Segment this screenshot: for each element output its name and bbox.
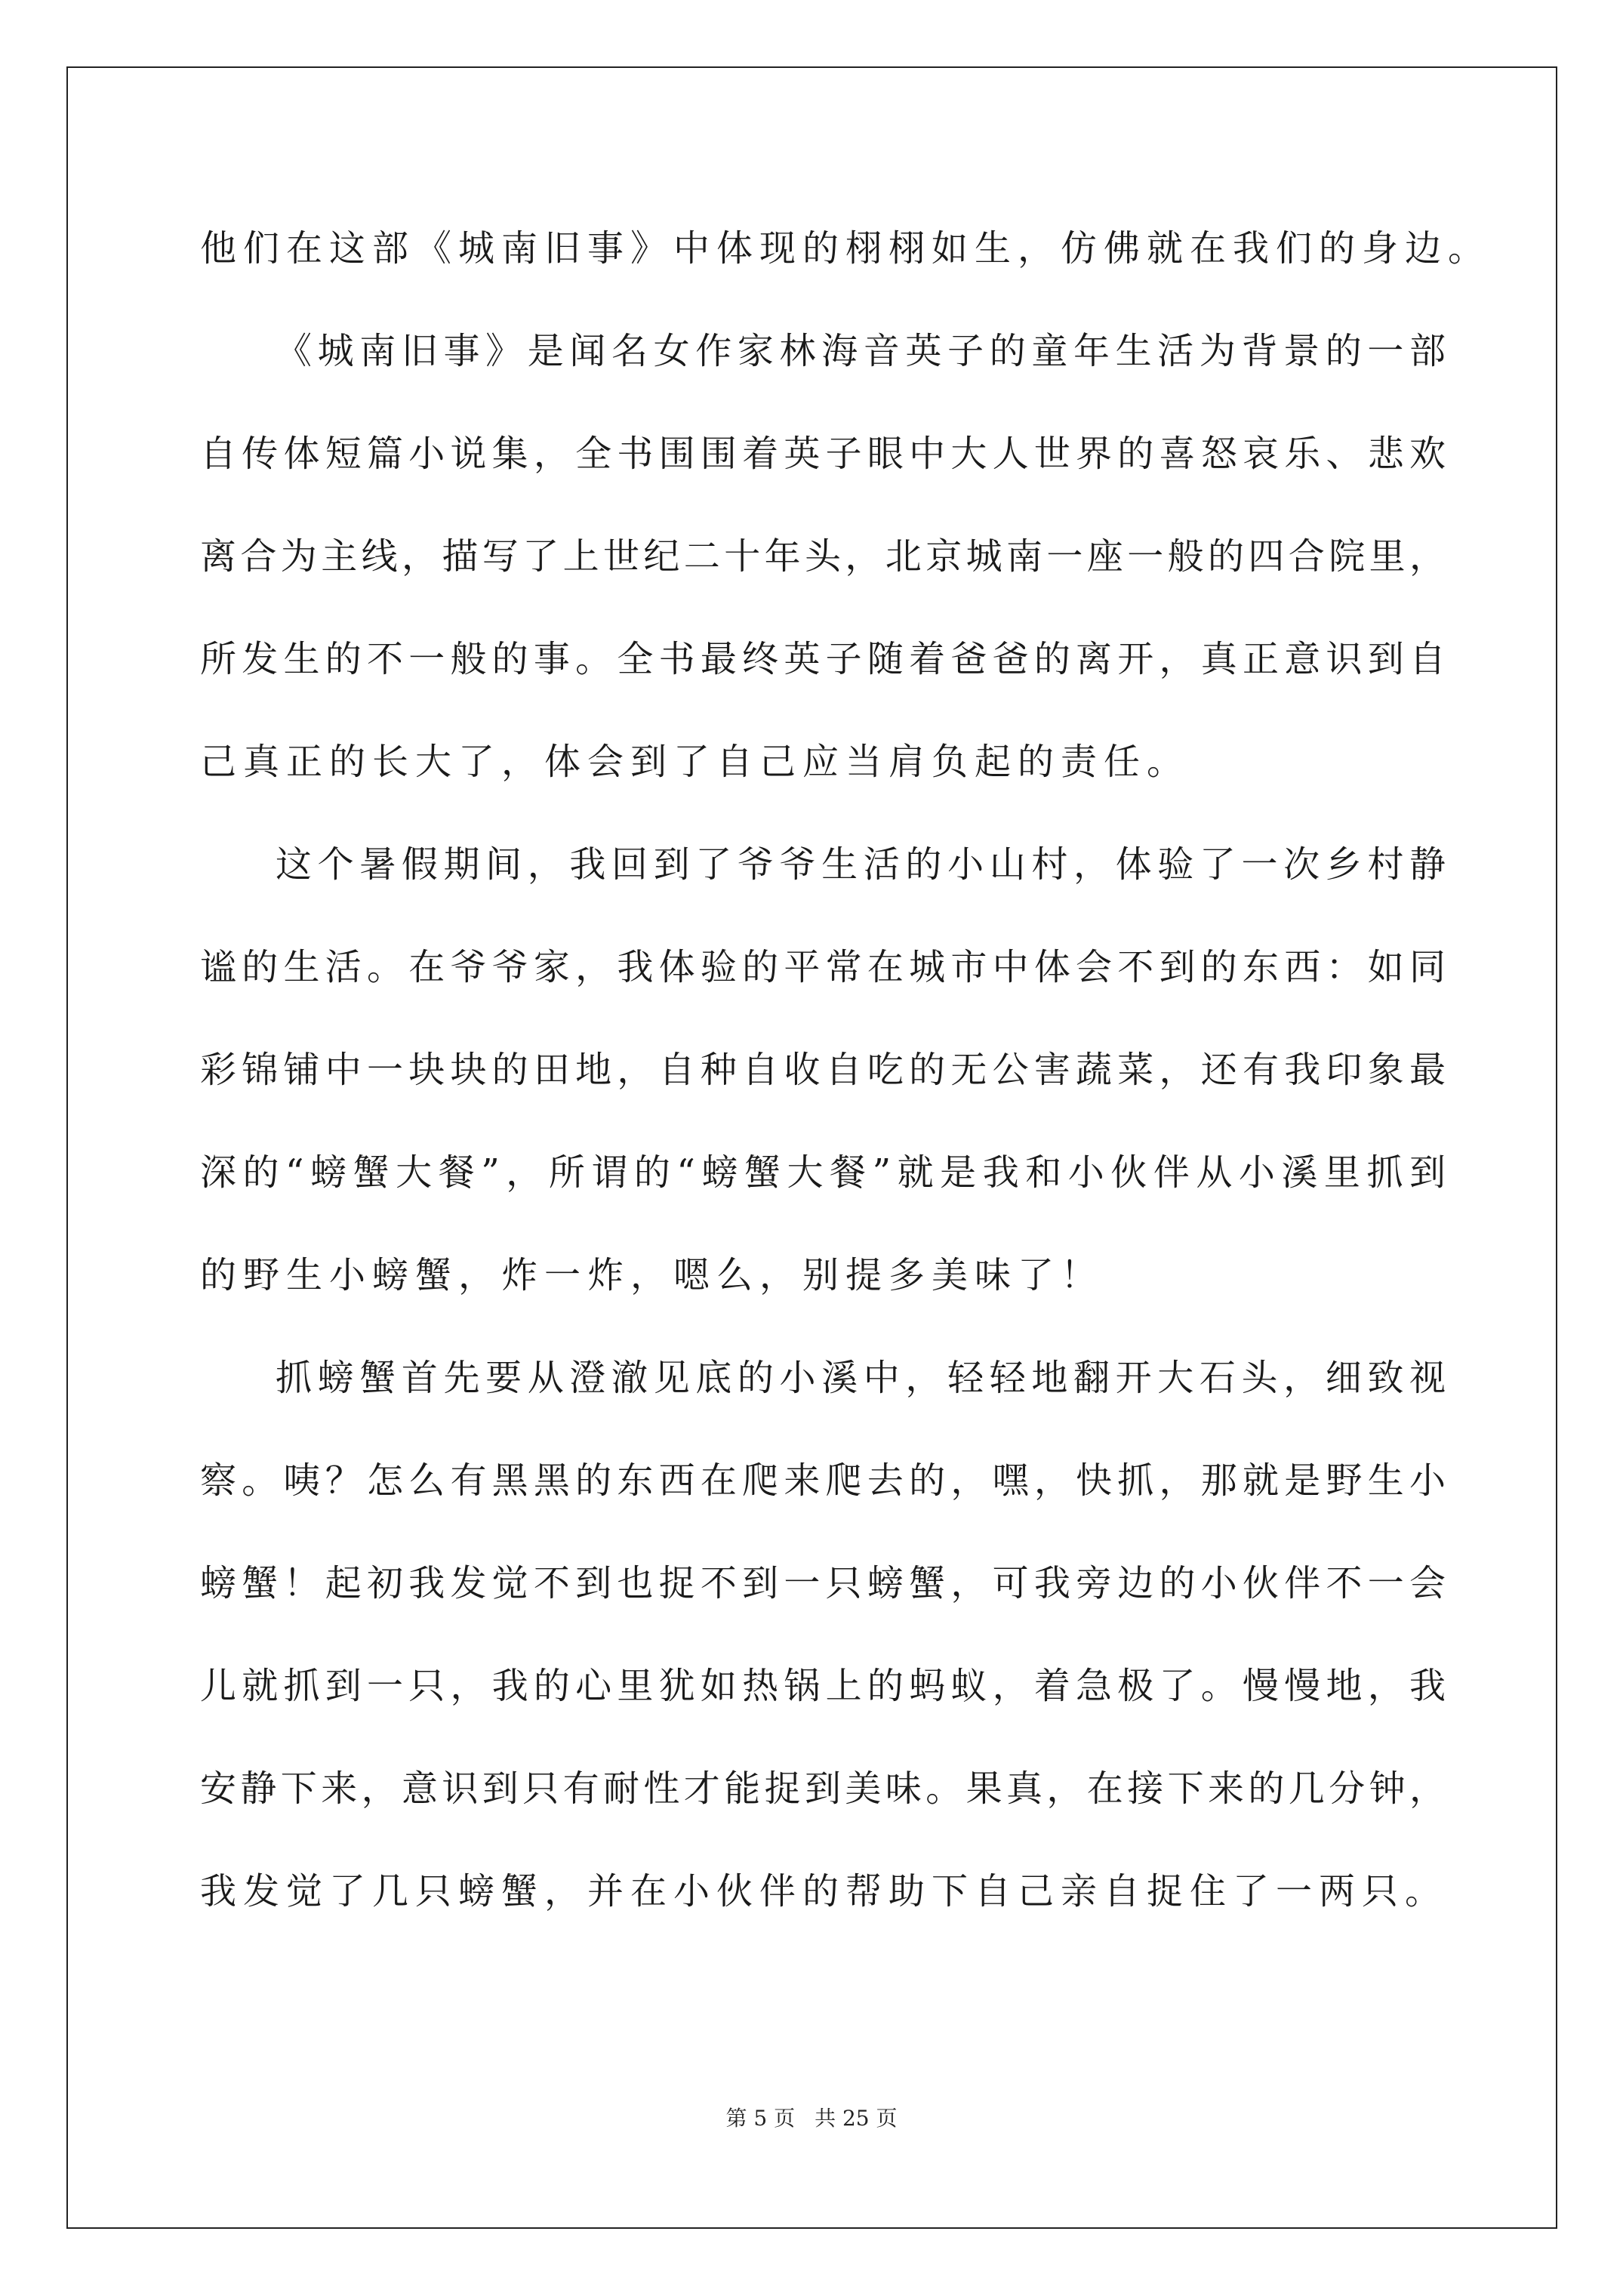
text-line: 察。咦？怎么有黑黑的东西在爬来爬去的，嘿，快抓，那就是野生小 (200, 1459, 1446, 1502)
text-line: 《城南旧事》是闻名女作家林海音英子的童年生活为背景的一部 (276, 330, 1446, 372)
text-line: 彩锦铺中一块块的田地，自种自收自吃的无公害蔬菜，还有我印象最 (200, 1049, 1446, 1091)
page-footer (0, 2103, 1623, 2134)
text-line: 我发觉了几只螃蟹，并在小伙伴的帮助下自己亲自捉住了一两只。 (200, 1870, 1449, 1912)
text-line: 抓螃蟹首先要从澄澈见底的小溪中，轻轻地翻开大石头，细致视 (276, 1357, 1446, 1399)
page-total: 共 25 页 (815, 2106, 898, 2131)
text-line: 深的“螃蟹大餐”，所谓的“螃蟹大餐”就是我和小伙伴从小溪里抓到 (200, 1151, 1446, 1194)
text-line: 谧的生活。在爷爷家，我体验的平常在城市中体会不到的东西：如同 (200, 946, 1446, 988)
text-line: 自传体短篇小说集，全书围围着英子眼中大人世界的喜怒哀乐、悲欢 (200, 433, 1446, 475)
text-line: 己真正的长大了，体会到了自己应当肩负起的责任。 (200, 741, 1190, 783)
text-line: 他们在这部《城南旧事》中体现的栩栩如生，仿佛就在我们的身边。 (200, 227, 1492, 270)
text-line: 儿就抓到一只，我的心里犹如热锅上的蚂蚁，着急极了。慢慢地，我 (200, 1665, 1446, 1707)
text-line: 螃蟹！起初我发觉不到也捉不到一只螃蟹，可我旁边的小伙伴不一会 (200, 1562, 1446, 1604)
page-number: 第 5 页 (725, 2106, 796, 2131)
text-line: 所发生的不一般的事。全书最终英子随着爸爸的离开，真正意识到自 (200, 638, 1446, 680)
text-line: 安静下来，意识到只有耐性才能捉到美味。果真，在接下来的几分钟， (200, 1767, 1446, 1810)
text-line: 的野生小螃蟹，炸一炸，嗯么，别提多美味了！ (200, 1254, 1104, 1296)
text-line: 离合为主线，描写了上世纪二十年头，北京城南一座一般的四合院里， (200, 535, 1446, 578)
text-line: 这个暑假期间，我回到了爷爷生活的小山村，体验了一次乡村静 (276, 843, 1446, 886)
